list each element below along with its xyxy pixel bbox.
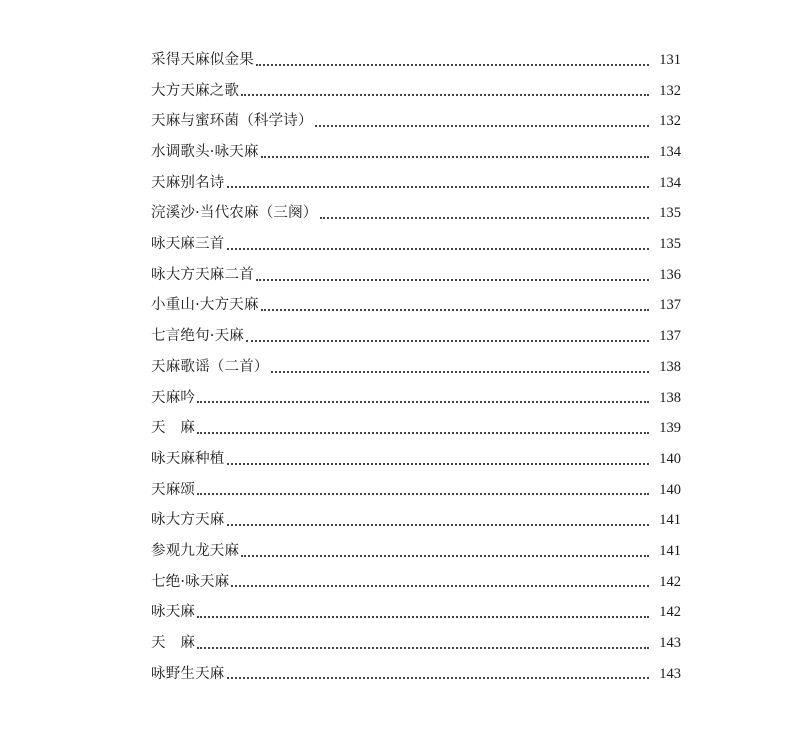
toc-entry bbox=[151, 168, 681, 199]
toc-entry bbox=[151, 444, 681, 475]
entry-page-number: 135 bbox=[659, 205, 681, 222]
dot-leader bbox=[197, 647, 649, 649]
dot-leader bbox=[227, 524, 650, 526]
entry-title: 水调歌头·咏天麻 bbox=[151, 144, 259, 161]
dot-leader bbox=[227, 186, 650, 188]
dot-leader bbox=[197, 616, 649, 618]
dot-leader bbox=[231, 585, 649, 587]
table-of-contents bbox=[151, 45, 681, 689]
entry-page-number: 131 bbox=[659, 51, 681, 68]
dot-leader bbox=[315, 125, 649, 127]
toc-entry bbox=[151, 291, 681, 322]
dot-leader bbox=[271, 371, 649, 373]
toc-entry bbox=[151, 383, 681, 414]
dot-leader bbox=[197, 432, 649, 434]
dot-leader bbox=[197, 493, 649, 495]
entry-page-number: 143 bbox=[659, 665, 681, 682]
dot-leader bbox=[227, 677, 650, 679]
toc-entry bbox=[151, 260, 681, 291]
dot-leader bbox=[320, 217, 649, 219]
entry-page-number: 135 bbox=[659, 236, 681, 253]
entry-page-number: 139 bbox=[659, 420, 681, 437]
dot-leader bbox=[246, 340, 649, 342]
entry-title: 咏野生天麻 bbox=[151, 665, 225, 682]
toc-entry bbox=[151, 321, 681, 352]
dot-leader bbox=[227, 463, 650, 465]
entry-page-number: 132 bbox=[659, 82, 681, 99]
entry-title: 天 麻 bbox=[151, 420, 196, 437]
toc-entry bbox=[151, 45, 681, 76]
dot-leader bbox=[261, 156, 649, 158]
entry-page-number: 143 bbox=[659, 635, 681, 652]
entry-title: 浣溪沙·当代农麻（三阕） bbox=[151, 205, 318, 222]
toc-entry bbox=[151, 106, 681, 137]
dot-leader bbox=[241, 555, 649, 557]
toc-entry bbox=[151, 597, 681, 628]
entry-title: 咏天麻种植 bbox=[151, 450, 225, 467]
entry-page-number: 132 bbox=[659, 113, 681, 130]
toc-entry bbox=[151, 198, 681, 229]
entry-title: 天麻吟 bbox=[151, 389, 196, 406]
entry-page-number: 136 bbox=[659, 266, 681, 283]
toc-entry bbox=[151, 76, 681, 107]
entry-title: 天麻与蜜环菌（科学诗） bbox=[151, 113, 313, 130]
dot-leader bbox=[256, 279, 649, 281]
entry-page-number: 137 bbox=[659, 297, 681, 314]
toc-entry bbox=[151, 567, 681, 598]
entry-title: 天 麻 bbox=[151, 635, 196, 652]
toc-entry bbox=[151, 536, 681, 567]
toc-entry bbox=[151, 659, 681, 690]
dot-leader bbox=[261, 309, 649, 311]
entry-title: 七言绝句·天麻 bbox=[151, 328, 245, 345]
entry-page-number: 140 bbox=[659, 481, 681, 498]
entry-page-number: 138 bbox=[659, 389, 681, 406]
dot-leader bbox=[241, 94, 649, 96]
entry-title: 咏天麻 bbox=[151, 604, 196, 621]
entry-title: 小重山·大方天麻 bbox=[151, 297, 259, 314]
entry-page-number: 141 bbox=[659, 542, 681, 559]
entry-title: 七绝·咏天麻 bbox=[151, 573, 230, 590]
entry-title: 咏天麻三首 bbox=[151, 236, 225, 253]
toc-entry bbox=[151, 352, 681, 383]
entry-page-number: 137 bbox=[659, 328, 681, 345]
entry-title: 大方天麻之歌 bbox=[151, 82, 240, 99]
toc-entry bbox=[151, 229, 681, 260]
dot-leader bbox=[227, 248, 650, 250]
entry-page-number: 140 bbox=[659, 450, 681, 467]
entry-title: 天麻别名诗 bbox=[151, 174, 225, 191]
entry-page-number: 134 bbox=[659, 174, 681, 191]
entry-page-number: 141 bbox=[659, 512, 681, 529]
entry-title: 天麻歌谣（二首） bbox=[151, 358, 269, 375]
dot-leader bbox=[256, 64, 649, 66]
entry-title: 采得天麻似金果 bbox=[151, 51, 254, 68]
entry-title: 咏大方天麻二首 bbox=[151, 266, 254, 283]
entry-page-number: 142 bbox=[659, 604, 681, 621]
toc-entry bbox=[151, 628, 681, 659]
toc-entry bbox=[151, 137, 681, 168]
entry-page-number: 138 bbox=[659, 358, 681, 375]
toc-entry bbox=[151, 505, 681, 536]
entry-page-number: 142 bbox=[659, 573, 681, 590]
dot-leader bbox=[197, 401, 649, 403]
toc-entry bbox=[151, 475, 681, 506]
entry-title: 天麻颂 bbox=[151, 481, 196, 498]
entry-title: 咏大方天麻 bbox=[151, 512, 225, 529]
entry-title: 参观九龙天麻 bbox=[151, 542, 240, 559]
entry-page-number: 134 bbox=[659, 144, 681, 161]
toc-entry bbox=[151, 413, 681, 444]
